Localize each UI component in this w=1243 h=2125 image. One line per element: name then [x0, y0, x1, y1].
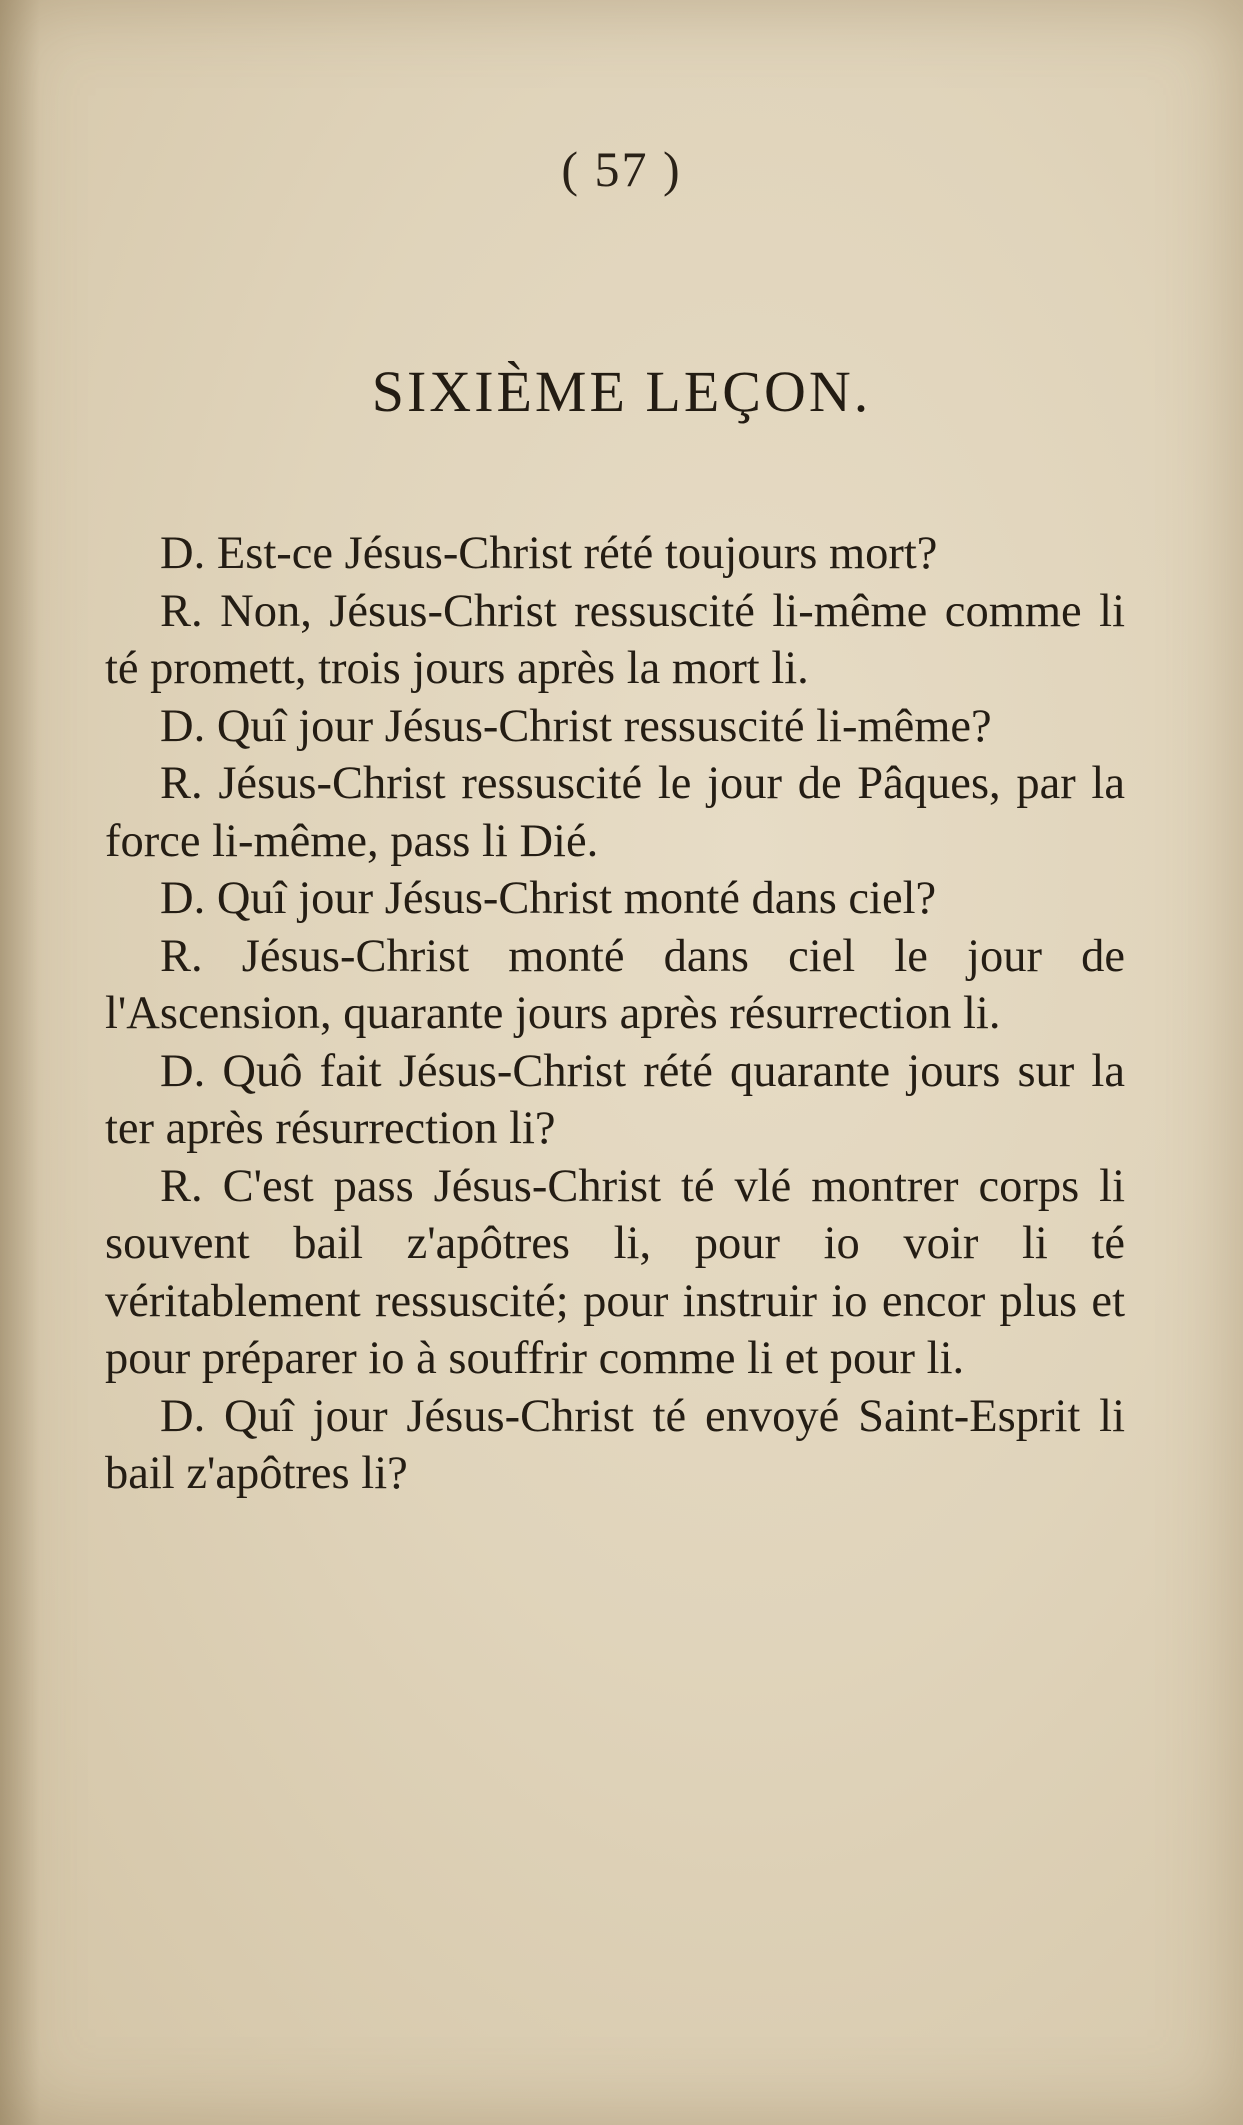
answer-paragraph: R. Jésus-Christ monté dans ciel le jour de l'Ascension, quarante jours après résurrection li. [105, 930, 1125, 1039]
answer-paragraph: R. C'est pass Jésus-Christ té vlé montrer corps li souvent bail z'apôtres li, pour io voir li té véritablement ressuscité; pour instruir io encor plus et pour préparer io à souffrir comme li et pour li. [105, 1160, 1125, 1384]
answer-paragraph: R. Jésus-Christ ressuscité le jour de Pâques, par la force li-même, pass li Dié. [105, 758, 1125, 867]
lesson-title: SIXIÈME LEÇON. [371, 359, 872, 424]
catechism-text [105, 525, 1125, 1503]
page-gutter-shadow [0, 0, 40, 2125]
question-paragraph: D. Quî jour Jésus-Christ monté dans ciel? [160, 873, 937, 924]
question-paragraph: D. Quî jour Jésus-Christ ressuscité li-même? [160, 700, 992, 752]
question-paragraph: D. Quô fait Jésus-Christ rété quarante jours sur la ter après résurrection li? [105, 1045, 1125, 1154]
question-paragraph: D. Quî jour Jésus-Christ té envoyé Saint-Esprit li bail z'apôtres li? [105, 1390, 1125, 1499]
question-paragraph: D. Est-ce Jésus-Christ rété toujours mort? [160, 528, 938, 579]
page-number: ( 57 ) [561, 141, 682, 197]
answer-paragraph: R. Non, Jésus-Christ ressuscité li-même comme li té promett, trois jours après la mort li. [105, 585, 1125, 694]
